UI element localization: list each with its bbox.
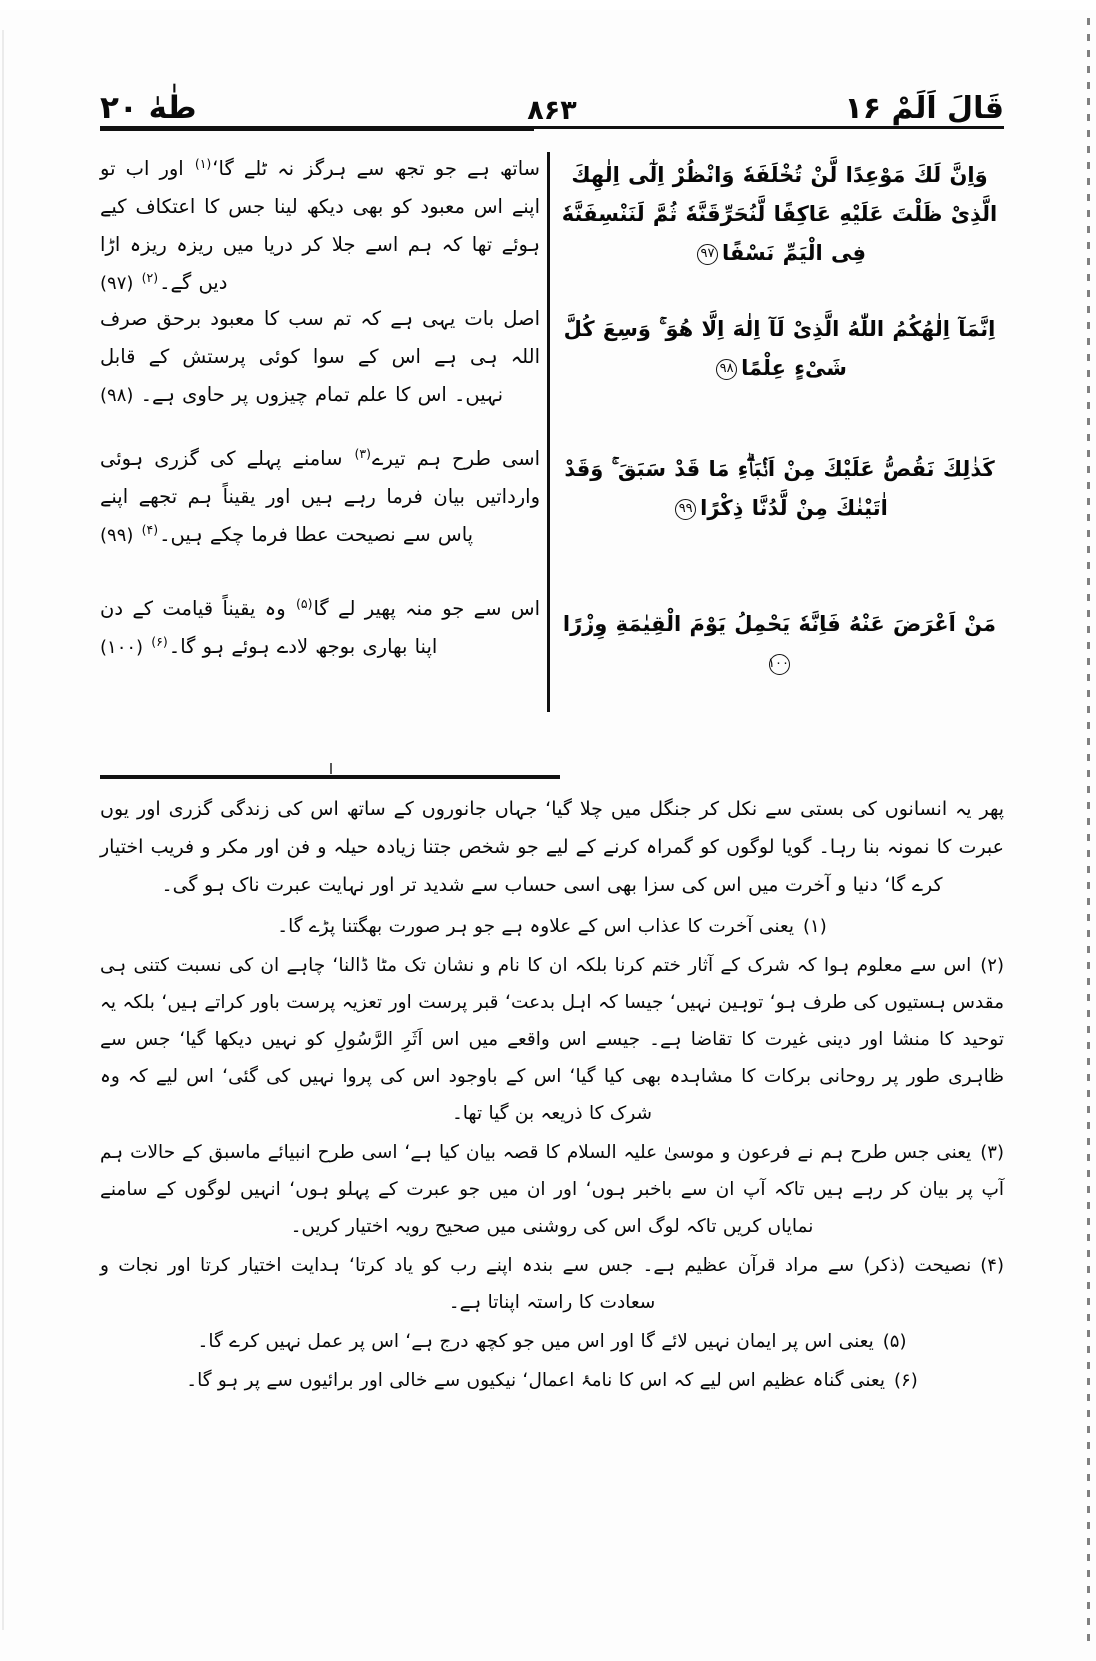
footnote-item [100, 1362, 1004, 1399]
urdu-translation-block [100, 300, 540, 414]
page-header [100, 62, 1004, 124]
urdu-text: اصل بات یہی ہے کہ تم سب کا معبود برحق صرف اللہ ہی ہے اس کے سوا کوئی پرستش کے قابل نہیں۔ اس کا علم تمام چیزوں پر حاوی ہے۔ [100, 307, 540, 407]
verse-number: (۹۸) [100, 385, 134, 407]
ayah-block [555, 450, 1004, 528]
footnote-marker: (۳) [980, 1142, 1004, 1163]
scan-edge-left [2, 30, 4, 1630]
page-number: ۸۶۳ [527, 95, 577, 126]
footnote-text: یعنی جس طرح ہم نے فرعون و موسیٰ علیہ السلام کا قصہ بیان کیا ہے‘ اسی طرح انبیائے ماسبق کے حالات ہم آپ پر بیان کر رہے ہیں تاکہ آپ ان سے باخبر ہوں‘ اور ان میں جو عبرت کے پہلو ہوں‘ انہیں لوگوں کے سامنے نمایاں کریں تاکہ لوگ اس کی روشنی میں صحیح رویہ اختیار کریں۔ [100, 1142, 1004, 1237]
urdu-translation-block [100, 440, 540, 554]
header-divider-rule [100, 126, 1004, 129]
footnote-ref[interactable]: (۱) [194, 155, 212, 171]
surah-label: طٰهٰ ۲۰ [100, 90, 197, 126]
verse-number: (۹۹) [100, 525, 134, 547]
urdu-translation-block [100, 590, 540, 666]
footnote-marker: (۱) [802, 916, 827, 937]
footnote-text: یعنی گناہ عظیم اس لیے کہ اس کا نامۂ اعمال‘ نیکیوں سے خالی اور برائیوں سے پر ہو گا۔ [186, 1370, 886, 1391]
urdu-text: ساتھ ہے جو تجھ سے ہرگز نہ ٹلے گا‘ [212, 157, 540, 180]
footnote-item [100, 1323, 1004, 1360]
footnote-text: یعنی اس پر ایمان نہیں لائے گا اور اس میں جو کچھ درج ہے‘ اس پر عمل نہیں کرے گا۔ [197, 1331, 874, 1352]
ayah-text: وَاِنَّ لَكَ مَوْعِدًا لَّنْ تُخْلَفَهٗ وَانْظُرْ اِلٰٓى اِلٰهِكَ الَّذِىْ ظَلْتَ عَلَيْهِ عَاكِفًا لَّنُحَرِّقَنَّهٗ ثُمَّ لَنَنْسِفَنَّهٗ فِى الْيَمِّ نَسْفًا [561, 163, 998, 265]
footnote-item [100, 1247, 1004, 1321]
ayah-number-badge: ۱۰۰ [769, 654, 790, 675]
para-label: قَالَ اَلَمْ ۱۶ [844, 91, 1004, 126]
footnote-marker: (۴) [980, 1255, 1004, 1276]
scan-edge-top [0, 0, 1096, 10]
urdu-text-cont: اور اب تو اپنے اس معبود کو بھی دیکھ لینا جس کا اعتکاف کیے ہوئے تھا کہ ہم اسے جلا کر دریا میں ریزہ ریزہ اڑا دیں گے۔ [100, 157, 540, 295]
ayah-block [555, 605, 1004, 683]
ayah-block [555, 156, 1004, 273]
commentary-divider-rule [100, 775, 560, 779]
footnote-marker: (۵) [882, 1331, 907, 1352]
verse-area [100, 150, 1004, 745]
scan-edge-right-marks [1087, 18, 1090, 1648]
commentary-intro: پھر یہ انسانوں کی بستی سے نکل کر جنگل میں چلا گیا‘ جہاں جانوروں کے ساتھ اس کی زندگی گزری اور یوں عبرت کا نمونہ بنا رہا۔ گویا لوگوں کو گمراہ کرنے کے لیے جو شخص جتنا زیادہ حیلہ و فن اور مکر و فریب اختیار کرے گا‘ دنیا و آخرت میں اس کی سزا بھی اسی حساب سے شدید تر اور نہایت عبرت ناک ہو گی۔ [100, 798, 1004, 896]
ayah-block [555, 310, 1004, 388]
footnote-marker: (۲) [980, 955, 1004, 976]
footnote-text: اس سے معلوم ہوا کہ شرک کے آثار ختم کرنا بلکہ ان کا نام و نشان تک مٹا ڈالنا‘ چاہے ان کی نسبت کتنی ہی مقدس ہستیوں کی طرف ہو‘ توہین نہیں‘ جیسا کہ اہل بدعت‘ قبر پرست اور تعزیہ پرست باور کراتے ہیں‘ بلکہ یہ توحید کا منشا اور دینی غیرت کا تقاضا ہے۔ جیسے اس واقعے میں اس اَثَرِ الرَّسُولِ کو نہیں دیکھا گیا‘ جس سے ظاہری طور پر روحانی برکات کا مشاہدہ بھی کیا گیا‘ اس کے باوجود اس کی پروا نہیں کی گئی‘ اس لیے کہ وہ شرک کا ذریعہ بن گیا تھا۔ [100, 955, 1004, 1124]
footnote-item [100, 1134, 1004, 1245]
footnote-ref[interactable]: (۲) [141, 269, 159, 285]
footnote-item [100, 908, 1004, 945]
column-divider-rule [547, 152, 550, 712]
footnote-marker: (۶) [894, 1370, 918, 1391]
footnote-text: نصیحت (ذکر) سے مراد قرآن عظیم ہے۔ جس سے بندہ اپنے رب کو یاد کرتا‘ ہدایت اختیار کرتا اور نجات و سعادت کا راستہ اپناتا ہے۔ [100, 1255, 972, 1313]
arabic-text-column [555, 150, 1004, 745]
urdu-text: اس سے جو منہ پھیر لے گا [313, 597, 541, 620]
ayah-text: اِنَّمَآ اِلٰهُكُمُ اللّٰهُ الَّذِىْ لَآ اِلٰهَ اِلَّا هُوَ ۚ وَسِعَ كُلَّ شَىْءٍ عِلْمًا [563, 317, 996, 380]
footnote-ref[interactable]: (۵) [295, 595, 313, 611]
ayah-text: كَذٰلِكَ نَقُصُّ عَلَيْكَ مِنْ اَنْۢبَاۗءِ مَا قَدْ سَبَقَ ۚ وَقَدْ اٰتَيْنٰكَ مِنْ لَّدُنَّا ذِكْرًا [564, 457, 995, 520]
urdu-text: اسی طرح ہم تیرے [372, 447, 540, 470]
urdu-text-cont: سامنے پہلے کی گزری ہوئی وارداتیں بیان فرما رہے ہیں اور یقیناً ہم تجھے اپنے پاس سے نصیحت عطا فرما چکے ہیں۔ [100, 447, 540, 547]
ayah-number-badge: ۹۹ [675, 499, 696, 520]
ayah-number-badge: ۹۷ [697, 244, 718, 265]
footnote-ref[interactable]: (۳) [354, 445, 372, 461]
urdu-text-cont: وہ یقیناً قیامت کے دن اپنا بھاری بوجھ لادے ہوئے ہو گا۔ [100, 597, 438, 659]
verse-number: (۱۰۰) [100, 637, 144, 659]
footnote-text: یعنی آخرت کا عذاب اس کے علاوہ ہے جو ہر صورت بھگتنا پڑے گا۔ [277, 916, 794, 937]
commentary-section [100, 790, 1004, 1401]
footnote-ref[interactable]: (۴) [141, 521, 159, 537]
urdu-translation-block [100, 150, 540, 302]
footnote-item [100, 947, 1004, 1132]
ayah-number-badge: ۹۸ [716, 359, 737, 380]
urdu-translation-column [100, 150, 540, 745]
verse-number: (۹۷) [100, 273, 134, 295]
ayah-text: مَنْ اَعْرَضَ عَنْهُ فَاِنَّهٗ يَحْمِلُ يَوْمَ الْقِيٰمَةِ وِزْرًا [562, 612, 997, 636]
footnote-ref[interactable]: (۶) [151, 633, 168, 649]
